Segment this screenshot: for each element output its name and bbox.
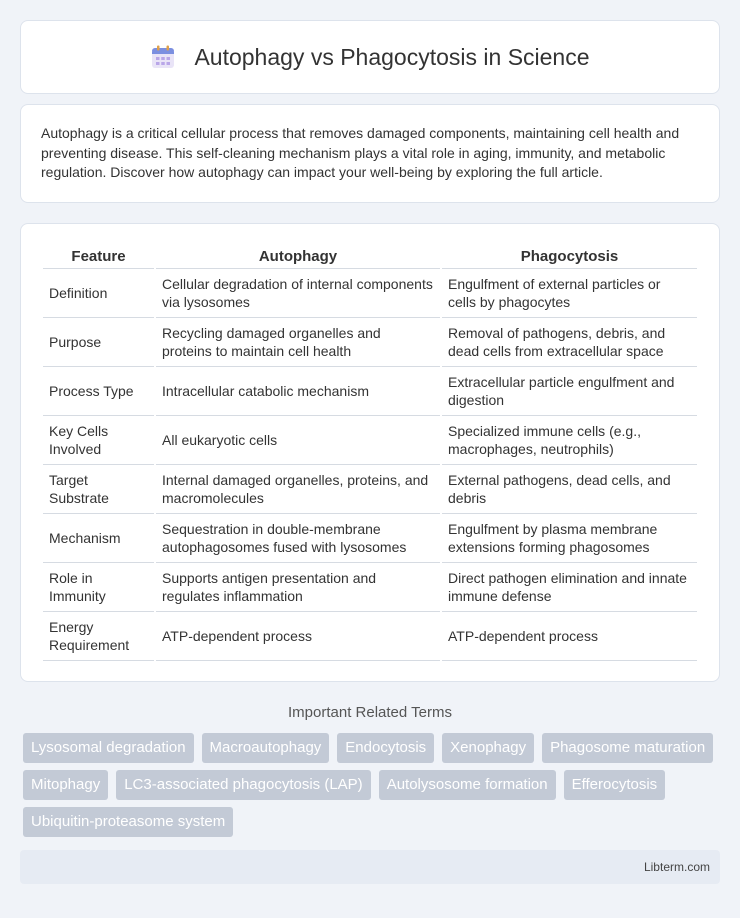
term-tag[interactable]: LC3-associated phagocytosis (LAP) xyxy=(116,770,370,800)
table-row xyxy=(43,465,697,514)
calendar-icon xyxy=(150,44,176,70)
table-cell-feature: Role in Immunity xyxy=(43,563,154,612)
table-cell-autophagy: All eukaryotic cells xyxy=(156,416,440,465)
table-cell-phagocytosis: Extracellular particle engulfment and digestion xyxy=(442,367,697,416)
column-header-phagocytosis: Phagocytosis xyxy=(442,242,697,269)
page-title: Autophagy vs Phagocytosis in Science xyxy=(194,43,590,70)
column-header-autophagy: Autophagy xyxy=(156,242,440,269)
table-row xyxy=(43,269,697,318)
term-tag[interactable]: Xenophagy xyxy=(442,733,534,763)
table-cell-feature: Key Cells Involved xyxy=(43,416,154,465)
comparison-table xyxy=(41,242,699,661)
table-cell-autophagy: Cellular degradation of internal components via lysosomes xyxy=(156,269,440,318)
table-cell-phagocytosis: Direct pathogen elimination and innate immune defense xyxy=(442,563,697,612)
table-row xyxy=(43,563,697,612)
table-cell-phagocytosis: Engulfment by plasma membrane extensions forming phagosomes xyxy=(442,514,697,563)
table-cell-autophagy: Recycling damaged organelles and proteins to maintain cell health xyxy=(156,318,440,367)
related-terms-list xyxy=(20,733,720,837)
table-cell-phagocytosis: Specialized immune cells (e.g., macrophages, neutrophils) xyxy=(442,416,697,465)
table-cell-feature: Purpose xyxy=(43,318,154,367)
table-cell-feature: Energy Requirement xyxy=(43,612,154,661)
table-cell-phagocytosis: External pathogens, dead cells, and debris xyxy=(442,465,697,514)
term-tag[interactable]: Mitophagy xyxy=(23,770,108,800)
column-header-feature: Feature xyxy=(43,242,154,269)
term-tag[interactable]: Endocytosis xyxy=(337,733,434,763)
table-header-row xyxy=(43,242,697,269)
term-tag[interactable]: Autolysosome formation xyxy=(379,770,556,800)
table-row xyxy=(43,367,697,416)
intro-card xyxy=(20,104,720,203)
table-cell-autophagy: Supports antigen presentation and regulates inflammation xyxy=(156,563,440,612)
footer-site-link[interactable]: Libterm.com xyxy=(643,859,710,874)
term-tag[interactable]: Efferocytosis xyxy=(564,770,666,800)
table-row xyxy=(43,416,697,465)
term-tag[interactable]: Lysosomal degradation xyxy=(23,733,194,763)
table-cell-autophagy: Internal damaged organelles, proteins, and macromolecules xyxy=(156,465,440,514)
comparison-table-card xyxy=(20,223,720,682)
table-cell-feature: Mechanism xyxy=(43,514,154,563)
table-cell-autophagy: Sequestration in double-membrane autophagosomes fused with lysosomes xyxy=(156,514,440,563)
table-cell-phagocytosis: Removal of pathogens, debris, and dead cells from extracellular space xyxy=(442,318,697,367)
table-row xyxy=(43,612,697,661)
table-row xyxy=(43,514,697,563)
table-cell-phagocytosis: ATP-dependent process xyxy=(442,612,697,661)
table-cell-autophagy: Intracellular catabolic mechanism xyxy=(156,367,440,416)
table-cell-feature: Target Substrate xyxy=(43,465,154,514)
table-cell-phagocytosis: Engulfment of external particles or cells by phagocytes xyxy=(442,269,697,318)
intro-text: Autophagy is a critical cellular process that removes damaged components, maintaining cell health and preventing disease. This self-cleaning mechanism plays a vital role in aging, immunity, and metabolic regulation. Discover how autophagy can impact your well-being by exploring the full article. xyxy=(41,125,680,180)
table-row xyxy=(43,318,697,367)
related-terms-title: Important Related Terms xyxy=(288,703,452,721)
table-cell-feature: Process Type xyxy=(43,367,154,416)
table-cell-autophagy: ATP-dependent process xyxy=(156,612,440,661)
term-tag[interactable]: Macroautophagy xyxy=(202,733,330,763)
term-tag[interactable]: Ubiquitin-proteasome system xyxy=(23,807,233,837)
related-terms-section xyxy=(20,704,720,837)
header-card xyxy=(20,20,720,94)
footer xyxy=(20,850,720,884)
table-cell-feature: Definition xyxy=(43,269,154,318)
term-tag[interactable]: Phagosome maturation xyxy=(542,733,713,763)
